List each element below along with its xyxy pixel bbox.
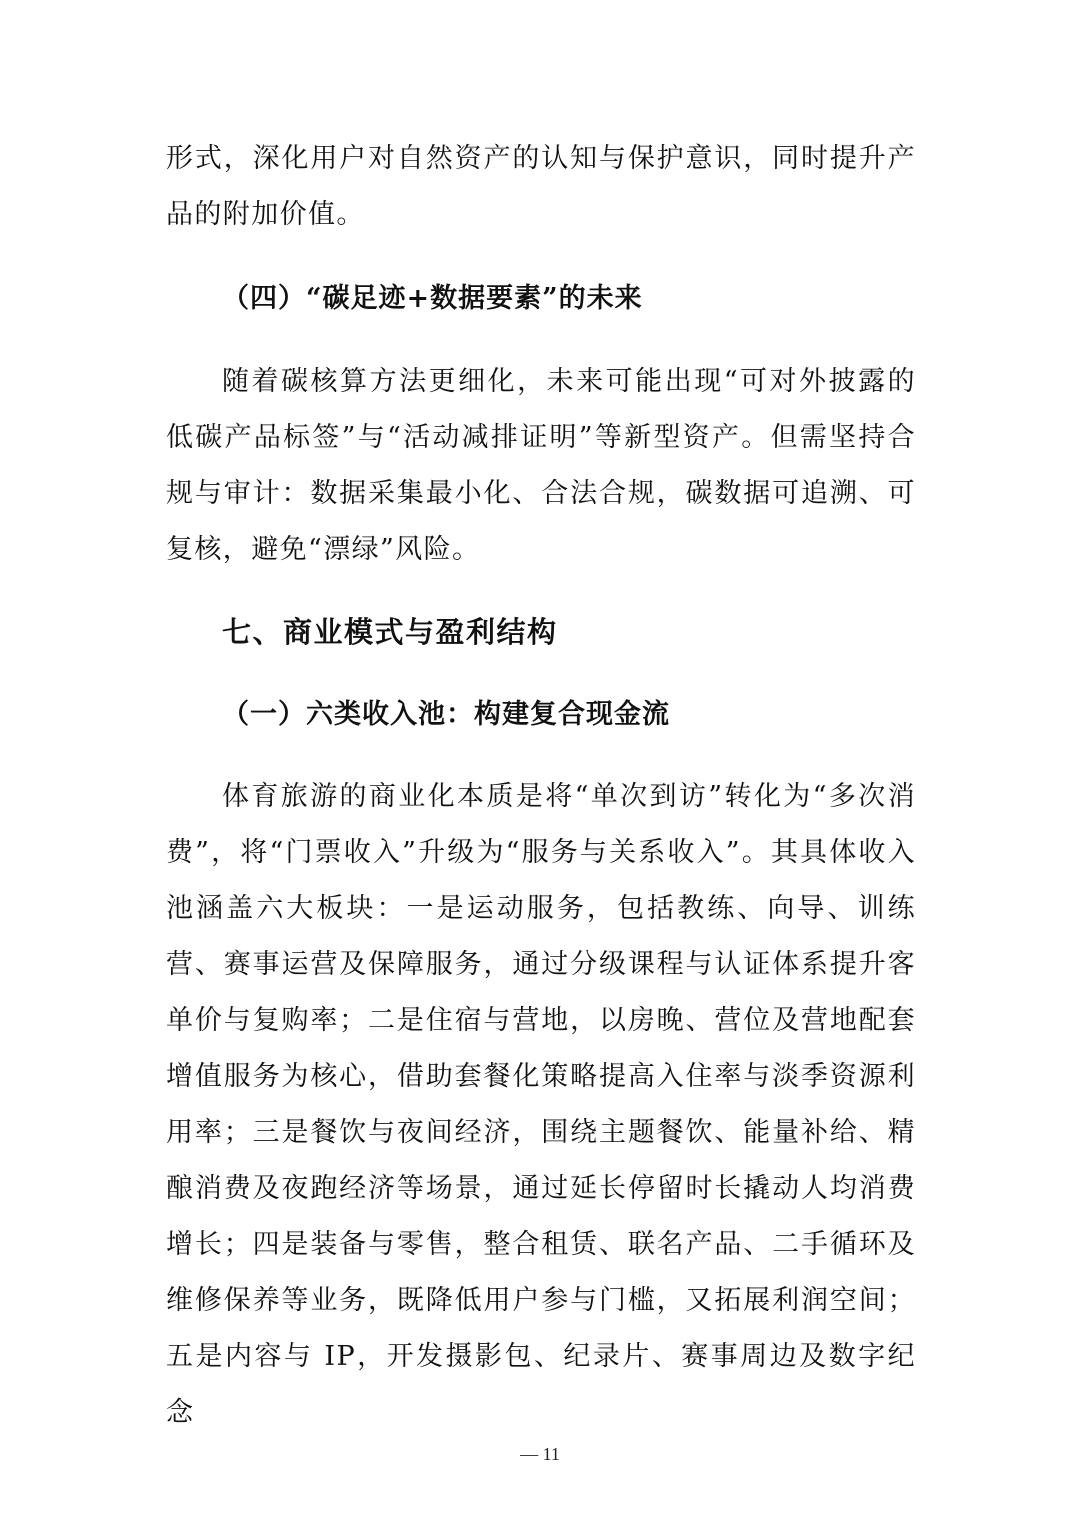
paragraph-carbon-accounting: 随着碳核算方法更细化，未来可能出现“可对外披露的低碳产品标签”与“活动减排证明”等新型资产。但需坚持合规与审计：数据采集最小化、合法合规，碳数据可追溯、可复核，避免“漂绿”风险。 xyxy=(166,366,916,565)
subheading-carbon-footprint: （四）“碳足迹+数据要素”的未来 xyxy=(222,283,643,314)
subheading-revenue-pools: （一）六类收入池：构建复合现金流 xyxy=(222,699,670,730)
page-number: — 11 xyxy=(520,1444,560,1464)
paragraph-continuation: 形式，深化用户对自然资产的认知与保护意识，同时提升产品的附加价值。 xyxy=(166,143,916,230)
section-heading-business-model: 七、商业模式与盈利结构 xyxy=(222,615,558,649)
paragraph-revenue-pools: 体育旅游的商业化本质是将“单次到访”转化为“多次消费”，将“门票收入”升级为“服务与关系收入”。其具体收入池涵盖六大板块：一是运动服务，包括教练、向导、训练营、赛事运营及保障服务，通过分级课程与认证体系提升客单价与复购率；二是住宿与营地，以房晚、营位及营地配套增值服务为核心，借助套餐化策略提高入住率与淡季资源利用率；三是餐饮与夜间经济，围绕主题餐饮、能量补给、精酿消费及夜跑经济等场景，通过延长停留时长撬动人均消费增长；四是装备与零售，整合租赁、联名产品、二手循环及维修保养等业务，既降低用户参与门槛，又拓展利润空间；五是内容与 IP，开发摄影包、纪录片、赛事周边及数字纪念 xyxy=(166,781,916,1428)
